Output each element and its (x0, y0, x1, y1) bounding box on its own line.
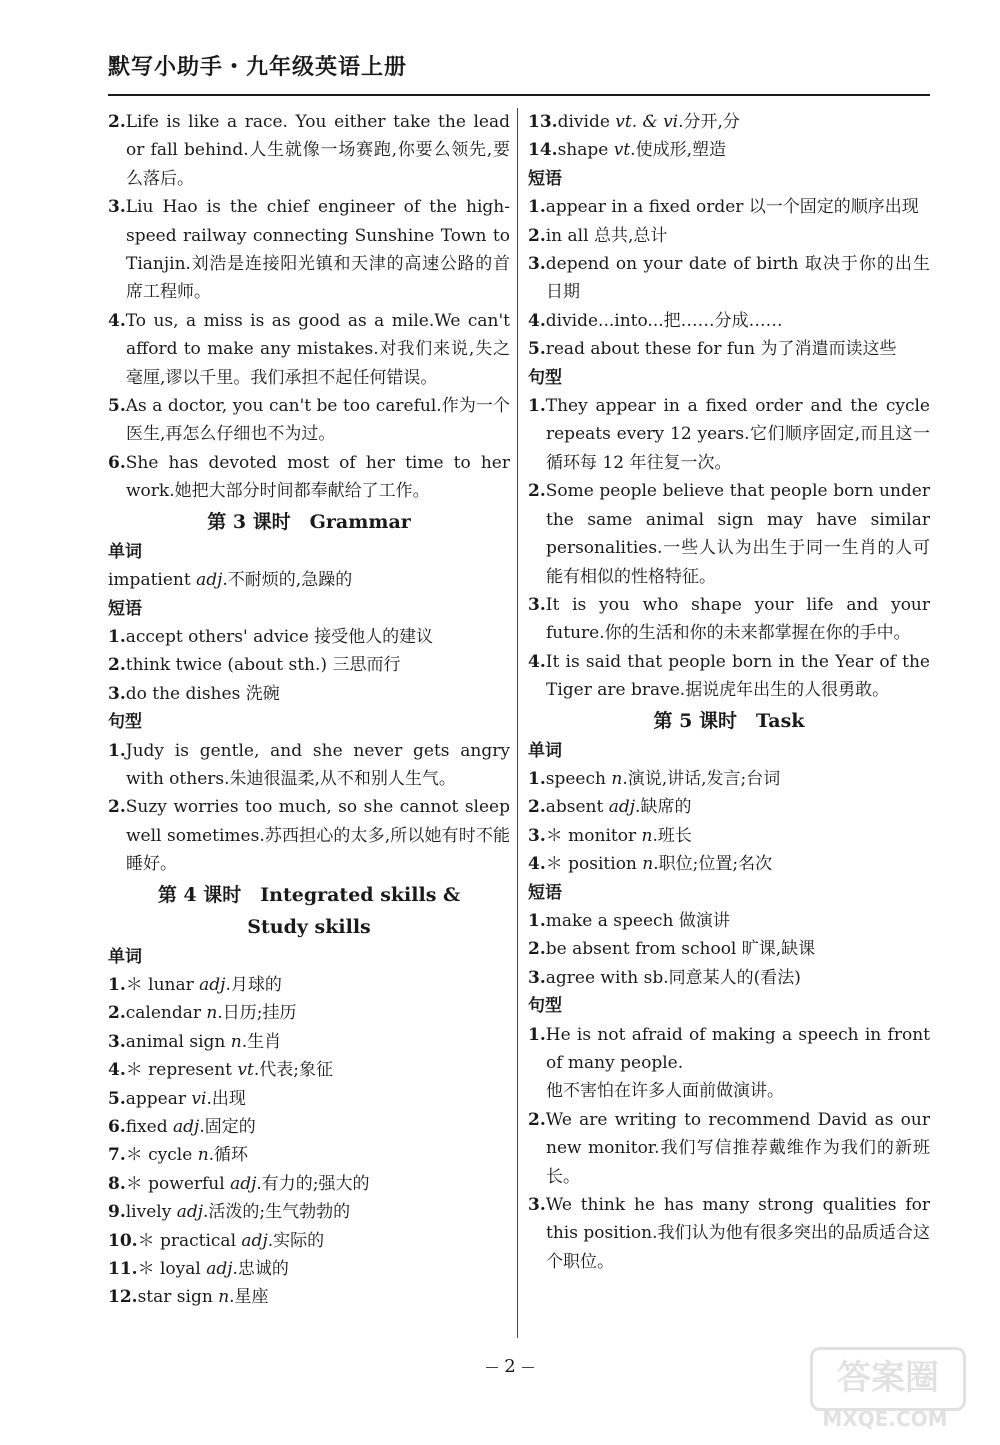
list-item: 2.think twice (about sth.) 三思而行 (108, 655, 401, 676)
vocab-item: 1.speech n.演说,讲话,发言;台词 (528, 768, 781, 789)
list-item: 1.accept others' advice 接受他人的建议 (108, 626, 434, 647)
vocab-item: 3.＊ monitor n.班长 (528, 825, 692, 846)
lesson4-sentences-heading: 句型 (528, 367, 562, 388)
list-item: 2.Some people believe that people born under the same animal sign may have similar personalities.一些人认为出生于同一生肖的人可能有相似的性格特征。 (528, 481, 930, 587)
list-item: 3.agree with sb.同意某人的(看法) (528, 967, 801, 988)
lesson3-words-heading: 单词 (108, 541, 142, 562)
list-item: 2.in all 总共,总计 (528, 225, 668, 246)
list-item: 4.divide...into...把……分成…… (528, 310, 783, 331)
page-header-title: 默写小助手・九年级英语上册 (108, 55, 408, 80)
vocab-item: 12.star sign n.星座 (108, 1287, 269, 1308)
list-item: 1.He is not afraid of making a speech in front of many people. (528, 1024, 930, 1073)
vocab-item: 14.shape vt.使成形,塑造 (528, 140, 726, 161)
watermark-logo (800, 1343, 970, 1433)
vocab-item: 4.＊ position n.职位;位置;名次 (528, 854, 773, 875)
vocab-item: 9.lively adj.活泼的;生气勃勃的 (108, 1202, 351, 1223)
list-item: 2.Life is like a race. You either take the lead or fall behind.人生就像一场赛跑,你要么领先,要么落后。 (108, 112, 510, 189)
header-rule (108, 94, 930, 96)
list-item: 1.Judy is gentle, and she never gets angry with others.朱迪很温柔,从不和别人生气。 (108, 740, 510, 789)
list-item: 3.It is you who shape your life and your future.你的生活和你的未来都掌握在你的手中。 (528, 594, 930, 644)
list-item: 2.Suzy worries too much, so she cannot sleep well sometimes.苏西担心的太多,所以她有时不能睡好。 (108, 797, 510, 875)
lesson3-phrases-heading: 短语 (108, 598, 142, 619)
lesson3-title: 第 3 课时 Grammar (207, 510, 411, 533)
lesson5-title: 第 5 课时 Task (653, 709, 805, 732)
right-column (528, 108, 930, 1276)
lesson3-sentences-heading: 句型 (108, 712, 142, 733)
lesson3-word: impatient adj.不耐烦的,急躁的 (108, 570, 353, 591)
watermark-stamp: 答案圈 (810, 1347, 966, 1411)
vocab-item: 3.animal sign n.生肖 (108, 1031, 282, 1052)
vocab-item: 4.＊ represent vt.代表;象征 (108, 1060, 333, 1081)
list-item: 1.They appear in a fixed order and the cycle repeats every 12 years.它们顺序固定,而且这一循环每 12 年往复一次。 (528, 396, 930, 473)
vocab-item: 1.＊ lunar adj.月球的 (108, 974, 282, 995)
vocab-item: 8.＊ powerful adj.有力的;强大的 (108, 1173, 370, 1194)
list-item: 3.Liu Hao is the chief engineer of the high-speed railway connecting Sunshine Town to Tianjin.刘浩是连接阳光镇和天津的高速公路的首席工程师。 (108, 197, 510, 303)
list-item: 3.depend on your date of birth 取决于你的出生日期 (528, 254, 930, 303)
vocab-item: 13.divide vt. & vi.分开,分 (528, 112, 740, 132)
vocab-item: 6.fixed adj.固定的 (108, 1117, 256, 1137)
lesson5-sentences-heading: 句型 (528, 996, 562, 1017)
lesson4-words-heading: 单词 (108, 946, 142, 967)
list-item: 5.read about these for fun 为了消遣而读这些 (528, 339, 897, 360)
sentence-translation: 他不害怕在许多人面前做演讲。 (546, 1081, 784, 1102)
vocab-item: 5.appear vi.出现 (108, 1088, 246, 1109)
lesson4-title-line1: 第 4 课时 Integrated skills & (157, 883, 461, 906)
vocab-item: 10.＊ practical adj.实际的 (108, 1230, 325, 1251)
page-number: 2 (480, 1356, 540, 1377)
lesson4-phrases-heading: 短语 (528, 168, 562, 189)
list-item: 5.As a doctor, you can't be too careful.作为一个医生,再怎么仔细也不为过。 (108, 396, 510, 445)
vocab-item: 7.＊ cycle n.循环 (108, 1145, 249, 1166)
lesson5-words-heading: 单词 (528, 740, 562, 761)
lesson4-title-line2: Study skills (247, 915, 371, 938)
list-item: 6.She has devoted most of her time to her work.她把大部分时间都奉献给了工作。 (108, 452, 510, 502)
list-item: 2.We are writing to recommend David as our new monitor.我们写信推荐戴维作为我们的新班长。 (528, 1109, 930, 1187)
list-item: 4.It is said that people born in the Year of the Tiger are brave.据说虎年出生的人很勇敢。 (528, 651, 930, 701)
lesson5-phrases-heading: 短语 (528, 882, 562, 903)
left-column (108, 108, 510, 1312)
list-item: 1.make a speech 做演讲 (528, 910, 730, 931)
list-item: 4.To us, a miss is as good as a mile.We can't afford to make any mistakes.对我们来说,失之毫厘,谬以千里。我们承担不起任何错误。 (108, 310, 510, 388)
list-item: 3.do the dishes 洗碗 (108, 683, 280, 704)
vocab-item: 2.absent adj.缺席的 (528, 797, 692, 818)
column-divider (517, 108, 518, 1338)
list-item: 3.We think he has many strong qualities for this position.我们认为他有很多突出的品质适合这个职位。 (528, 1195, 930, 1272)
list-item: 2.be absent from school 旷课,缺课 (528, 939, 816, 960)
vocab-item: 2.calendar n.日历;挂历 (108, 1003, 297, 1024)
list-item: 1.appear in a fixed order 以一个固定的顺序出现 (528, 197, 919, 218)
vocab-item: 11.＊ loyal adj.忠诚的 (108, 1259, 289, 1280)
watermark-site: MXQE.COM (822, 1407, 948, 1431)
